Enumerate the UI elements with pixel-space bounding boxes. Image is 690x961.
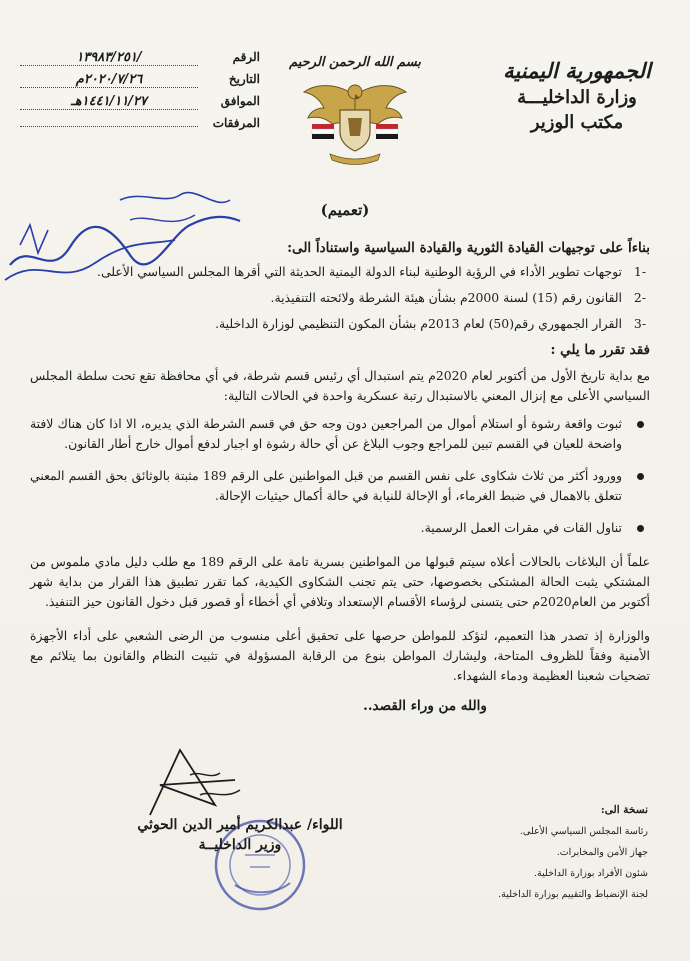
document-title: (تعميم): [320, 201, 370, 219]
country-name: الجمهورية اليمنية: [503, 58, 651, 83]
ref-date-label: التاريخ: [228, 72, 260, 86]
list-item: جهاز الأمن والمخابرات.: [556, 847, 648, 858]
ref-corresponding-label: الموافق: [220, 94, 260, 108]
references-list: [30, 262, 650, 334]
reference-block: [20, 50, 260, 138]
list-item-number: -3: [633, 316, 646, 331]
final-paragraph: والوزارة إذ تصدر هذا التعميم، لتؤكد للمواطن حرصها على تحقيق أعلى منسوب من الرضى الشعبي على أداء الأجهزة الأمنية وفقاً للظروف المتاحة، وليشارك المواطن بنوع من الرقابة المسؤولة في تثبيت النظام والقانون بما يتلائم مع تضحيات شعبنا العظيمة ودماء الشهداء.: [30, 628, 650, 683]
list-item: [30, 288, 646, 308]
closing-line: والله من وراء القصد..: [363, 698, 487, 714]
ref-corresponding-row: [20, 94, 260, 116]
intro-line: بناءاً على توجيهات القيادة الثورية والقيادة السياسية واستناداً الى:: [287, 240, 650, 256]
list-item: شئون الأفراد بوزارة الداخلية.: [534, 868, 648, 879]
decision-paragraph: مع بداية تاريخ الأول من أكتوبر لعام 2020م يتم استبدال أي رئيس قسم شرطة، في أي محافظة تقع تحت سلطة المجلس السياسي الأعلى مع إنزال المعني بالاستبدال رتبة عسكرية واحدة في الحالات التالية:: [30, 368, 650, 403]
issuer-block: [492, 58, 662, 133]
ref-date-value: ٢٠٢٠/٧/٢٦م: [20, 72, 198, 88]
list-item: لجنة الإنضباط والتقييم بوزارة الداخلية.: [498, 889, 648, 900]
office-name: مكتب الوزير: [530, 112, 624, 133]
yemen-eagle-emblem-icon: [300, 74, 410, 169]
emblem-block: [285, 55, 425, 169]
list-item: ثبوت واقعة رشوة أو استلام أموال من المراجعين دون وجه حق في قسم الشرطة الذي يديره، الا اذا كان هناك لافتة واضحة للعيان في القسم تبين للمراجع وجوب البلاغ عن أي حالة رشوة او اجبار لدفع أموال خارج أطار القانون.: [30, 414, 622, 454]
note-paragraph: علماً أن البلاغات بالحالات أعلاه سيتم قبولها من المواطنين بسرية تامة على الرقم 189 مع طلب دليل مادي ملموس من المشتكي يثبت الحالة المشتكى بخصوصها، حتى يتم تجنب الشكاوى الكيدية، كما تقرر تطبيق هذا القرار من بداية شهر أكتوبر من العام2020م حتى يتسنى لرؤساء الأقسام الإستعداد وتلافي أي أخطاء أو قصور قبل دخول القانون حيز التنفيذ.: [30, 554, 650, 609]
list-item-text: توجهات تطوير الأداء في الرؤية الوطنية لبناء الدولة اليمنية الحديثة التي أقرها المجلس السياسي الأعلى.: [97, 264, 622, 279]
copies-block: [448, 800, 648, 905]
list-item-number: -2: [633, 290, 646, 305]
list-item: رئاسة المجلس السياسي الأعلى.: [519, 826, 648, 837]
ref-date-row: [20, 72, 260, 94]
list-item-text: القرار الجمهوري رقم(50) لعام 2013م بشأن المكون التنظيمي لوزارة الداخلية.: [215, 316, 622, 331]
ref-attachments-value: [20, 126, 198, 127]
signature-scribble-icon: [140, 745, 250, 825]
document-body: [30, 238, 650, 716]
list-item: [30, 314, 646, 334]
ref-number-value: ١٣٩٨٣/٢٥١/: [20, 50, 198, 66]
cases-list: [30, 414, 650, 538]
ref-number-row: [20, 50, 260, 72]
ref-attachments-row: [20, 116, 260, 138]
ref-attachments-label: المرفقات: [212, 116, 260, 130]
ref-corresponding-value: ١٤٤١/١١/٢٧هـ: [20, 94, 198, 110]
signer-position: وزير الداخليــة: [198, 837, 282, 853]
list-item-text: القانون رقم (15) لسنة 2000م بشأن هيئة الشرطة ولائحته التنفيذية.: [270, 290, 622, 305]
ref-number-label: الرقم: [232, 50, 260, 64]
list-item: وورود أكثر من ثلاث شكاوى على نفس القسم من قبل المواطنين على الرقم 189 مثبتة بالوثائق بحق القسم المعني تتعلق بالاهمال في ضبط الغرماء، أو الإحالة للنيابة في حالة أكمال حيثيات الإحالة.: [30, 466, 622, 506]
list-item: تناول القات في مقرات العمل الرسمية.: [30, 518, 622, 538]
copies-heading: نسخة الى:: [600, 804, 648, 816]
list-item: [30, 262, 646, 282]
signature-block: [110, 815, 370, 855]
basmala: بسم الله الرحمن الرحيم: [289, 55, 421, 70]
list-item-number: -1: [633, 264, 646, 279]
signer-name: اللواء/ عبدالكريم أمير الدين الحوثي: [137, 817, 343, 833]
decided-heading: فقد تقرر ما يلي :: [550, 342, 650, 358]
ministry-name: وزارة الداخليـــة: [517, 87, 637, 108]
